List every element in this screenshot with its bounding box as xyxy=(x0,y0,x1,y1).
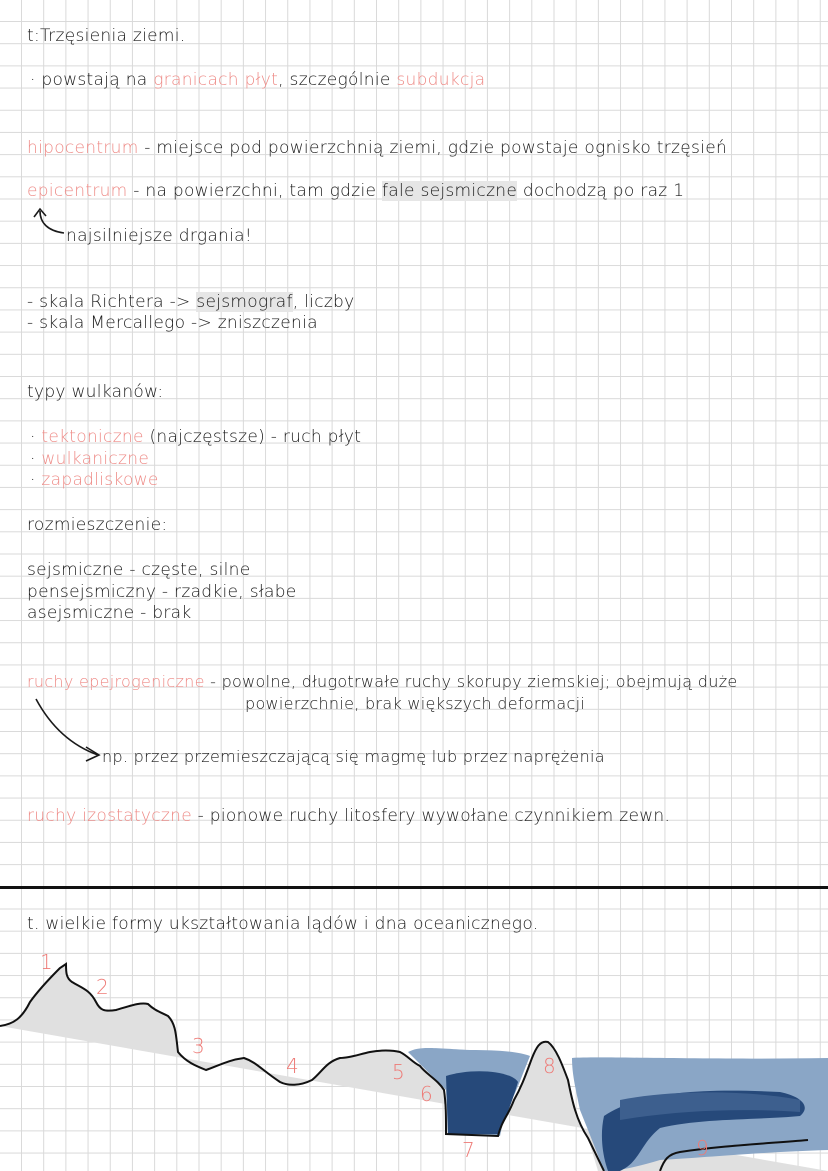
definition-epicentrum xyxy=(27,181,684,201)
definition-text: - miejsce pod powierzchnią ziemi, gdzie powstaje ognisko trzęsień xyxy=(138,138,728,158)
definition-hipocentrum xyxy=(27,138,727,158)
bullet-plate-boundaries xyxy=(30,70,485,90)
note-strongest-shaking: najsilniejsze drgania! xyxy=(66,226,252,246)
type-note: (najczęstsze) - ruch płyt xyxy=(143,427,362,447)
definition-text-a: - na powierzchni, tam gdzie xyxy=(127,181,382,201)
highlight-seismic-waves: fale sejsmiczne xyxy=(381,181,518,201)
term-isostatic: ruchy izostatyczne xyxy=(27,806,192,826)
section-divider xyxy=(0,886,828,889)
type-item-collapse xyxy=(30,470,159,490)
definition-epeirogenic xyxy=(27,672,738,691)
definition-text: - pionowe ruchy litosfery wywołane czynnikiem zewn. xyxy=(191,806,671,826)
scale-richter xyxy=(27,292,355,312)
scale-suffix: , liczby xyxy=(292,292,355,312)
heading-volcano-types: typy wulkanów: xyxy=(27,382,164,402)
type-name: wulkaniczne xyxy=(41,449,150,469)
curved-arrow-icon xyxy=(30,695,110,765)
diagram-label-8: 8 xyxy=(543,1054,556,1078)
term-epeirogenic: ruchy epejrogeniczne xyxy=(27,672,205,691)
definition-isostatic xyxy=(27,806,670,826)
bullet-dot: · xyxy=(30,427,42,447)
scale-mercalli xyxy=(27,313,318,333)
diagram-label-9: 9 xyxy=(696,1136,709,1160)
scale-text: - skala Richtera -> xyxy=(27,292,197,312)
heading-distribution: rozmieszczenie: xyxy=(27,515,168,535)
bullet-dot: · xyxy=(30,470,42,490)
bullet-dot: · xyxy=(30,449,42,469)
section-title-earthquakes: t:Trzęsienia ziemi. xyxy=(27,26,186,46)
diagram-label-7: 7 xyxy=(462,1138,475,1162)
diagram-label-1: 1 xyxy=(40,950,53,974)
term-plate-boundaries: granicach płyt xyxy=(153,70,279,90)
diagram-label-2: 2 xyxy=(96,975,109,999)
distribution-item: asejsmiczne - brak xyxy=(27,603,192,623)
term-subduction: subdukcja xyxy=(396,70,486,90)
bullet-middle: , szczególnie xyxy=(278,70,397,90)
curved-arrow-icon xyxy=(30,205,70,240)
definition-text: - powolne, długotrwałe ruchy skorupy ziemskiej; obejmują duże xyxy=(204,672,738,691)
bullet-prefix: · powstają na xyxy=(30,70,154,90)
diagram-label-3: 3 xyxy=(192,1034,205,1058)
example-epeirogenic: np. przez przemieszczającą się magmę lub przez naprężenia xyxy=(102,747,605,766)
term-hipocentrum: hipocentrum xyxy=(27,138,139,158)
type-item-volcanic xyxy=(30,449,149,469)
type-name: zapadliskowe xyxy=(41,470,159,490)
distribution-item: sejsmiczne - częste, silne xyxy=(27,560,251,580)
type-name: tektoniczne xyxy=(41,427,144,447)
term-epicentrum: epicentrum xyxy=(27,181,128,201)
section-title-landforms: t. wielkie formy ukształtowania lądów i dna oceanicznego. xyxy=(27,914,539,934)
scale-text: - skala Mercallego -> xyxy=(27,313,218,333)
diagram-label-5: 5 xyxy=(392,1060,405,1084)
scale-suffix: zniszczenia xyxy=(217,313,318,333)
water-dark xyxy=(446,1071,518,1134)
definition-epeirogenic-line2: powierzchnie, brak większych deformacji xyxy=(245,694,586,713)
highlight-seismograph: sejsmograf xyxy=(196,292,293,312)
diagram-label-6: 6 xyxy=(420,1082,433,1106)
distribution-item: pensejsmiczny - rzadkie, słabe xyxy=(27,582,297,602)
definition-text-b: dochodzą po raz 1 xyxy=(517,181,685,201)
type-item-tectonic xyxy=(30,427,361,447)
diagram-label-4: 4 xyxy=(286,1054,299,1078)
